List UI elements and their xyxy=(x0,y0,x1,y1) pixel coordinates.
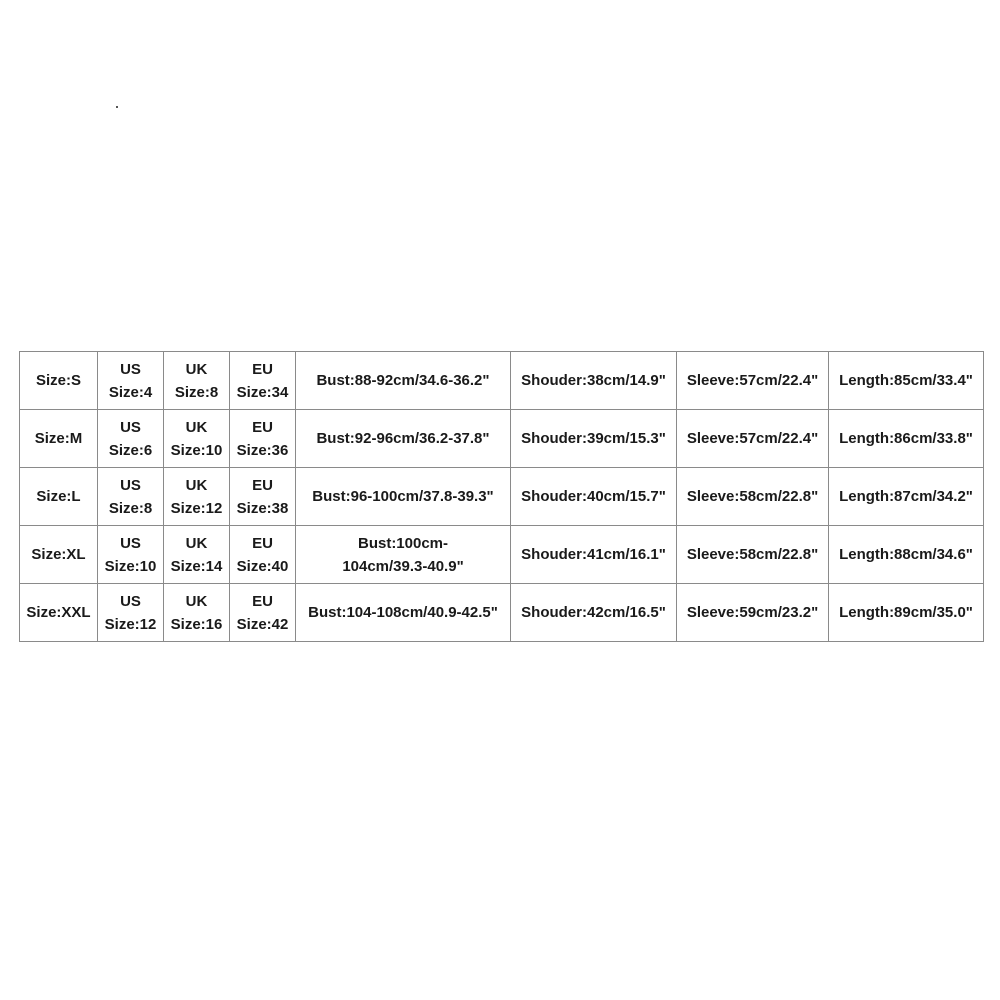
uk-size-cell-line: UK xyxy=(185,592,208,610)
size-cell: Size:S xyxy=(20,352,98,410)
us-size-cell xyxy=(98,526,164,584)
us-size-cell xyxy=(98,468,164,526)
size-row xyxy=(20,526,984,584)
eu-size-cell xyxy=(230,352,296,410)
size-row xyxy=(20,352,984,410)
bust-cell xyxy=(296,526,511,584)
shoulder-cell: Shouder:40cm/15.7" xyxy=(511,468,677,526)
size-row xyxy=(20,468,984,526)
length-cell: Length:86cm/33.8" xyxy=(829,410,984,468)
eu-size-cell-line: EU xyxy=(252,360,273,378)
us-size-cell-line: Size:12 xyxy=(104,615,157,633)
eu-size-cell-line: EU xyxy=(252,476,273,494)
bust-cell-line: 104cm/39.3-40.9" xyxy=(342,557,464,575)
us-size-cell-line: Size:8 xyxy=(108,499,153,517)
eu-size-cell xyxy=(230,584,296,642)
uk-size-cell xyxy=(164,584,230,642)
sleeve-cell: Sleeve:57cm/22.4" xyxy=(677,352,829,410)
bust-cell-line: Bust:92-96cm/36.2-37.8" xyxy=(316,430,490,447)
bust-cell-line: Bust:104-108cm/40.9-42.5" xyxy=(308,604,498,621)
uk-size-cell xyxy=(164,410,230,468)
shoulder-cell: Shouder:42cm/16.5" xyxy=(511,584,677,642)
size-cell: Size:M xyxy=(20,410,98,468)
sleeve-cell: Sleeve:59cm/23.2" xyxy=(677,584,829,642)
us-size-cell-line: US xyxy=(120,534,141,552)
size-row xyxy=(20,584,984,642)
uk-size-cell-line: UK xyxy=(185,534,208,552)
length-cell: Length:88cm/34.6" xyxy=(829,526,984,584)
eu-size-cell xyxy=(230,468,296,526)
length-cell: Length:85cm/33.4" xyxy=(829,352,984,410)
bust-cell-line: Bust:100cm- xyxy=(357,534,449,552)
size-cell: Size:XL xyxy=(20,526,98,584)
eu-size-cell-line: Size:34 xyxy=(236,383,289,401)
shoulder-cell: Shouder:41cm/16.1" xyxy=(511,526,677,584)
bust-cell xyxy=(296,468,511,526)
bust-cell-line: Bust:88-92cm/34.6-36.2" xyxy=(316,372,490,389)
shoulder-cell: Shouder:38cm/14.9" xyxy=(511,352,677,410)
eu-size-cell-line: Size:38 xyxy=(236,499,289,517)
eu-size-cell-line: EU xyxy=(252,592,273,610)
eu-size-cell-line: Size:42 xyxy=(236,615,289,633)
sleeve-cell: Sleeve:57cm/22.4" xyxy=(677,410,829,468)
sleeve-cell: Sleeve:58cm/22.8" xyxy=(677,468,829,526)
uk-size-cell-line: Size:12 xyxy=(170,499,223,517)
bust-cell xyxy=(296,584,511,642)
us-size-cell-line: US xyxy=(120,360,141,378)
us-size-cell xyxy=(98,584,164,642)
eu-size-cell xyxy=(230,526,296,584)
size-chart-table xyxy=(19,351,984,642)
us-size-cell-line: Size:10 xyxy=(104,557,157,575)
uk-size-cell-line: UK xyxy=(185,418,208,436)
us-size-cell-line: Size:4 xyxy=(108,383,153,401)
eu-size-cell-line: Size:40 xyxy=(236,557,289,575)
us-size-cell xyxy=(98,410,164,468)
size-cell: Size:XXL xyxy=(20,584,98,642)
bust-cell xyxy=(296,410,511,468)
uk-size-cell xyxy=(164,526,230,584)
uk-size-cell-line: Size:16 xyxy=(170,615,223,633)
size-chart-body xyxy=(20,352,984,642)
sleeve-cell: Sleeve:58cm/22.8" xyxy=(677,526,829,584)
uk-size-cell-line: UK xyxy=(185,476,208,494)
us-size-cell-line: US xyxy=(120,592,141,610)
eu-size-cell-line: Size:36 xyxy=(236,441,289,459)
us-size-cell-line: US xyxy=(120,418,141,436)
eu-size-cell-line: EU xyxy=(252,418,273,436)
bust-cell-line: Bust:96-100cm/37.8-39.3" xyxy=(312,488,494,505)
length-cell: Length:87cm/34.2" xyxy=(829,468,984,526)
uk-size-cell xyxy=(164,468,230,526)
us-size-cell-line: Size:6 xyxy=(108,441,153,459)
uk-size-cell-line: UK xyxy=(185,360,208,378)
uk-size-cell-line: Size:14 xyxy=(170,557,223,575)
bust-cell xyxy=(296,352,511,410)
length-cell: Length:89cm/35.0" xyxy=(829,584,984,642)
size-cell: Size:L xyxy=(20,468,98,526)
uk-size-cell-line: Size:8 xyxy=(174,383,219,401)
uk-size-cell-line: Size:10 xyxy=(170,441,223,459)
uk-size-cell xyxy=(164,352,230,410)
us-size-cell-line: US xyxy=(120,476,141,494)
shoulder-cell: Shouder:39cm/15.3" xyxy=(511,410,677,468)
eu-size-cell xyxy=(230,410,296,468)
us-size-cell xyxy=(98,352,164,410)
size-row xyxy=(20,410,984,468)
eu-size-cell-line: EU xyxy=(252,534,273,552)
stray-dot xyxy=(116,106,118,108)
